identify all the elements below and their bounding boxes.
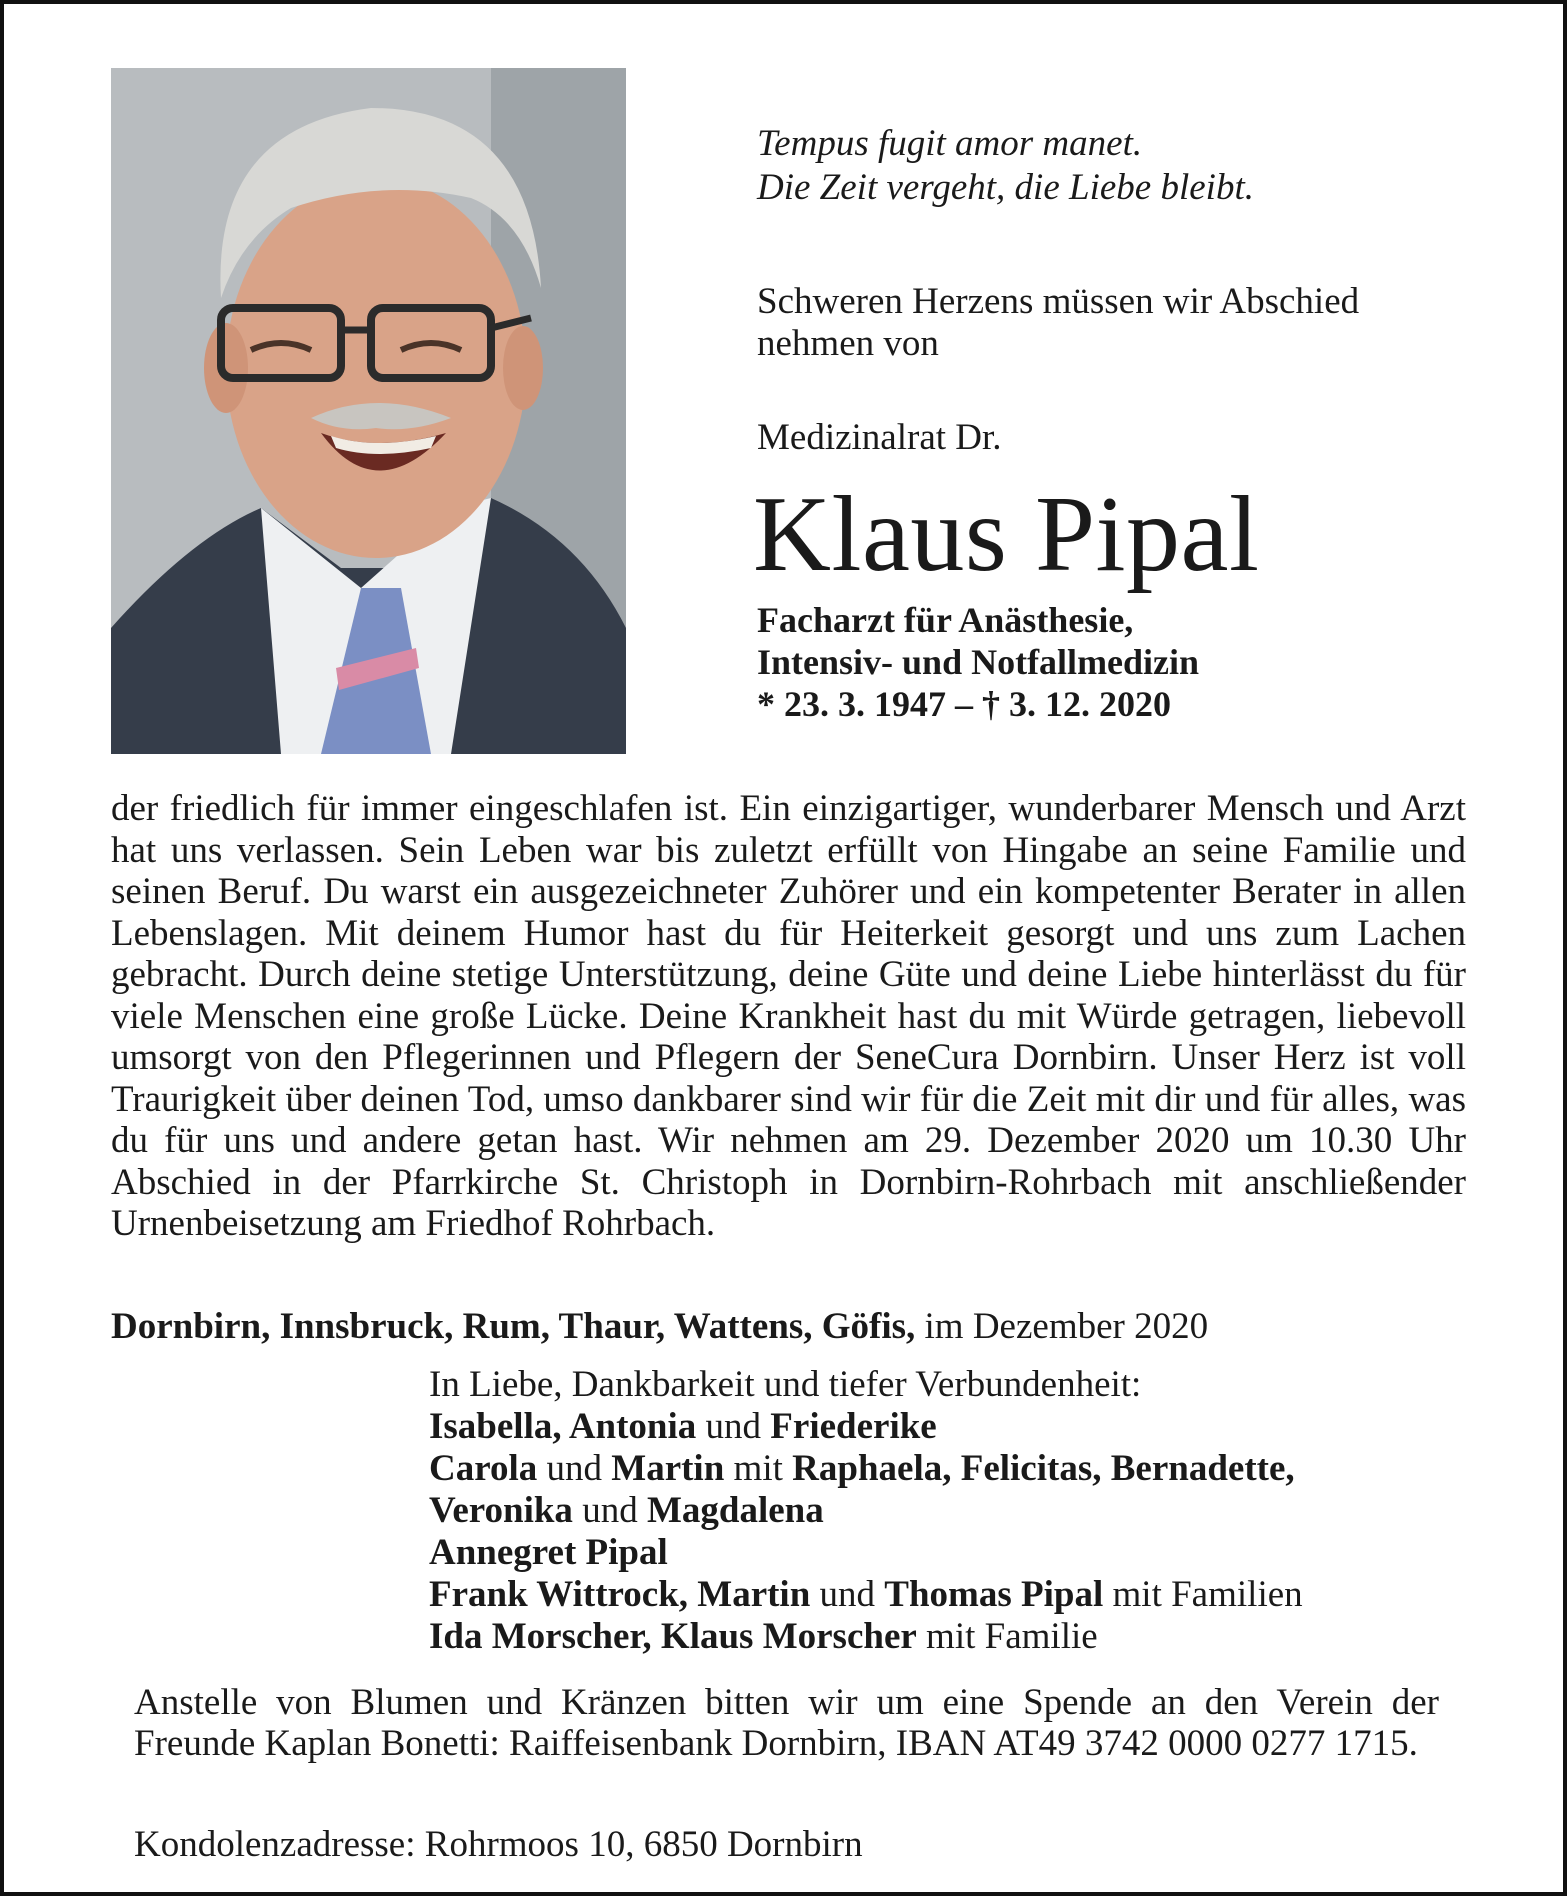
connector-text: mit <box>724 1448 793 1489</box>
mourner-names: Frank Wittrock, Martin <box>429 1574 811 1615</box>
portrait-illustration <box>111 68 626 754</box>
mourners-heading: In Liebe, Dankbarkeit und tiefer Verbundenheit: <box>429 1364 1142 1405</box>
mourner-line <box>429 1616 1529 1658</box>
mourner-names: Friederike <box>770 1406 937 1447</box>
honorific-title: Medizinalrat Dr. <box>757 417 1002 458</box>
mourner-line <box>429 1406 1529 1448</box>
intro-text <box>757 281 1517 365</box>
mourner-names: Isabella, Antonia <box>429 1406 697 1447</box>
mourner-line <box>429 1490 1529 1532</box>
mourner-names: Veronika <box>429 1490 573 1531</box>
connector-text: und <box>537 1448 612 1489</box>
mourner-names: Magdalena <box>646 1490 824 1531</box>
mourner-line <box>429 1574 1529 1616</box>
life-dates: * 23. 3. 1947 – † 3. 12. 2020 <box>757 684 1171 724</box>
profession-line-1: Facharzt für Anästhesie, <box>757 600 1134 640</box>
donation-request: Anstelle von Blumen und Kränzen bitten wir um eine Spende an den Verein der Freunde Kaplan Bonetti: Raiffeisenbank Dornbirn, IBAN AT49 3742 0000 0277 1715. <box>134 1682 1439 1764</box>
profession <box>757 599 1517 683</box>
mourner-line <box>429 1532 1529 1574</box>
mourner-names: Thomas Pipal <box>884 1574 1104 1615</box>
intro-line-1: Schweren Herzens müssen wir Abschied <box>757 281 1360 322</box>
epigraph-german: Die Zeit vergeht, die Liebe bleibt. <box>757 167 1254 208</box>
connector-text: und <box>696 1406 771 1447</box>
mourner-line <box>429 1448 1529 1490</box>
mourner-names: Raphaela, Felicitas, Bernadette, <box>792 1448 1295 1489</box>
connector-text: und <box>810 1574 885 1615</box>
connector-text: mit Familie <box>916 1616 1098 1657</box>
intro-line-2: nehmen von <box>757 323 939 364</box>
header-column <box>753 122 1517 725</box>
notice-date: im Dezember 2020 <box>915 1306 1209 1347</box>
connector-text: mit Familien <box>1103 1574 1303 1615</box>
mourner-names: Ida Morscher, Klaus Morscher <box>429 1616 917 1657</box>
places-list: Dornbirn, Innsbruck, Rum, Thaur, Wattens, Göfis, <box>111 1306 916 1347</box>
places-and-date <box>111 1306 1511 1348</box>
mourners-list <box>429 1364 1529 1658</box>
portrait-photo <box>111 68 626 754</box>
mourner-names: Carola <box>429 1448 538 1489</box>
profession-line-2: Intensiv- und Notfallmedizin <box>757 642 1200 682</box>
connector-text: und <box>572 1490 647 1531</box>
mourner-names: Annegret Pipal <box>429 1532 668 1573</box>
epigraph-latin: Tempus fugit amor manet. <box>757 123 1143 164</box>
obituary-body: der friedlich für immer eingeschlafen ist. Ein einzigartiger, wunderbarer Mensch und Arzt hat uns verlassen. Sein Leben war bis zuletzt erfüllt von Hingabe an seine Familie und seinen Beruf. Du warst ein ausgezeichneter Zuhörer und ein kompetenter Berater in allen Lebenslagen. Mit deinem Humor hast du für Heiterkeit gesorgt und uns zum Lachen gebracht. Durch deine stetige Unterstützung, deine Güte und deine Liebe hinterlässt du für viele Menschen eine große Lücke. Deine Krankheit hast du mit Würde getragen, liebevoll umsorgt von den Pflegerinnen und Pflegern der SeneCura Dornbirn. Unser Herz ist voll Traurigkeit über deinen Tod, umso dankbarer sind wir für die Zeit mit dir und für alles, was du für uns und andere getan hast. Wir nehmen am 29. Dezember 2020 um 10.30 Uhr Abschied in der Pfarrkirche St. Christoph in Dornbirn-Rohrbach mit anschließender Urnenbeisetzung am Friedhof Rohrbach. <box>111 788 1466 1244</box>
condolence-address: Kondolenzadresse: Rohrmoos 10, 6850 Dornbirn <box>134 1824 863 1865</box>
mourner-names: Martin <box>611 1448 725 1489</box>
epigraph <box>757 122 1517 210</box>
deceased-name: Klaus Pipal <box>753 475 1260 594</box>
